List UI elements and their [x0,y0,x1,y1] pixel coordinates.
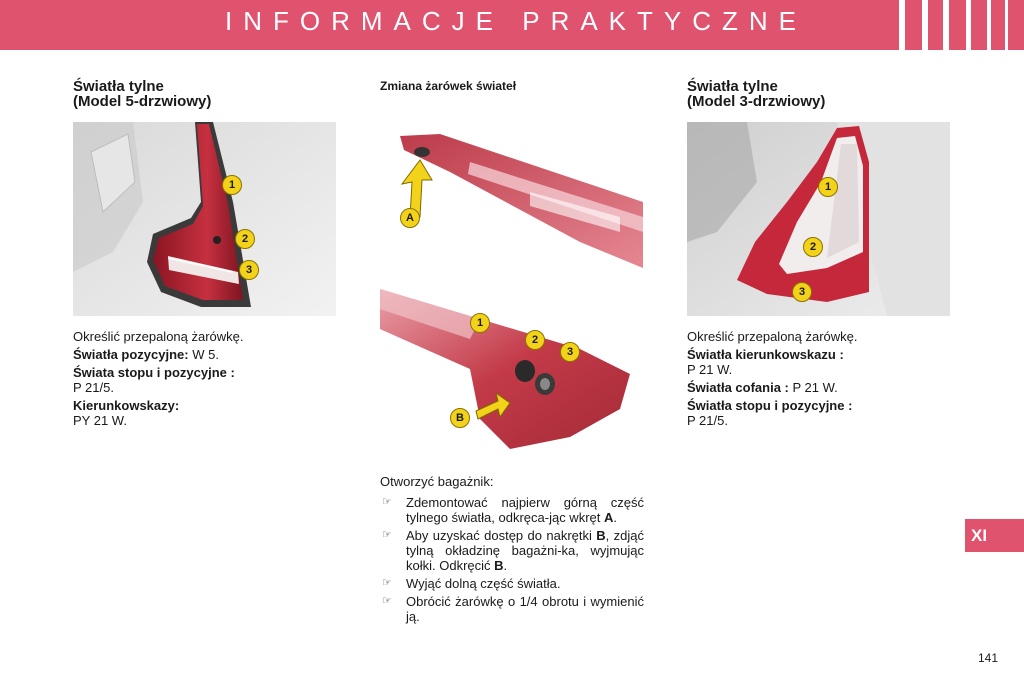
callout-B: B [450,408,470,428]
header-stripe [922,0,928,50]
list-item: ☞ Obrócić żarówkę o 1/4 obrotu i wymienić ją. [382,594,644,624]
callout-3: 3 [792,282,812,302]
header-stripe [987,0,991,50]
callout-3: 3 [560,342,580,362]
pointing-hand-icon: ☞ [382,595,392,607]
header-bar: INFORMACJE PRAKTYCZNE [0,0,1024,50]
pointing-hand-icon: ☞ [382,577,392,589]
callout-A: A [400,208,420,228]
bulb-change-subtitle: Zmiana żarówek świateł [380,79,517,93]
right-section-title: Światła tylne (Model 3-drzwiowy) [687,78,826,110]
right-bulb-list: Określić przepaloną żarówkę. Światła kierunkowskazu : P 21 W. Światła cofania : P 21 W. Światła stopu i pozycyjne : P 21/5. [687,329,858,428]
section-tab: XI [965,519,1024,552]
pointing-hand-icon: ☞ [382,529,392,541]
rear-light-3door-image [687,122,950,316]
callout-1: 1 [222,175,242,195]
instructions [380,474,644,627]
left-bulb-list: Określić przepaloną żarówkę. Światła pozycyjne: W 5. Świata stopu i pozycyjne : P 21/5. Kierunkowskazy: PY 21 W. [73,329,244,428]
list-item: ☞ Zdemontować najpierw górną część tylnego światła, odkręca-jąc wkręt A. [382,495,644,525]
page-number: 141 [978,651,999,665]
left-section-title: Światła tylne (Model 5-drzwiowy) [73,78,212,110]
header-stripe [1005,0,1008,50]
callout-2: 2 [525,330,545,350]
lower-light-removal-image [380,289,643,454]
callout-1: 1 [470,313,490,333]
rear-light-5door-image [73,122,336,316]
upper-light-removal-image [380,122,643,268]
list-item: ☞ Wyjąć dolną część światła. [382,576,561,591]
header-stripe [966,0,971,50]
callout-3: 3 [239,260,259,280]
callout-2: 2 [803,237,823,257]
open-trunk-text: Otworzyć bagażnik: [380,474,494,489]
header-stripe [943,0,949,50]
pointing-hand-icon: ☞ [382,496,392,508]
callout-2: 2 [235,229,255,249]
callout-1: 1 [818,177,838,197]
header-stripe [899,0,905,50]
list-item: ☞ Aby uzyskać dostęp do nakrętki B, zdjąć tylną okładzinę bagażni-ka, wyjmując kołki. Odkręcić B. [382,528,644,573]
